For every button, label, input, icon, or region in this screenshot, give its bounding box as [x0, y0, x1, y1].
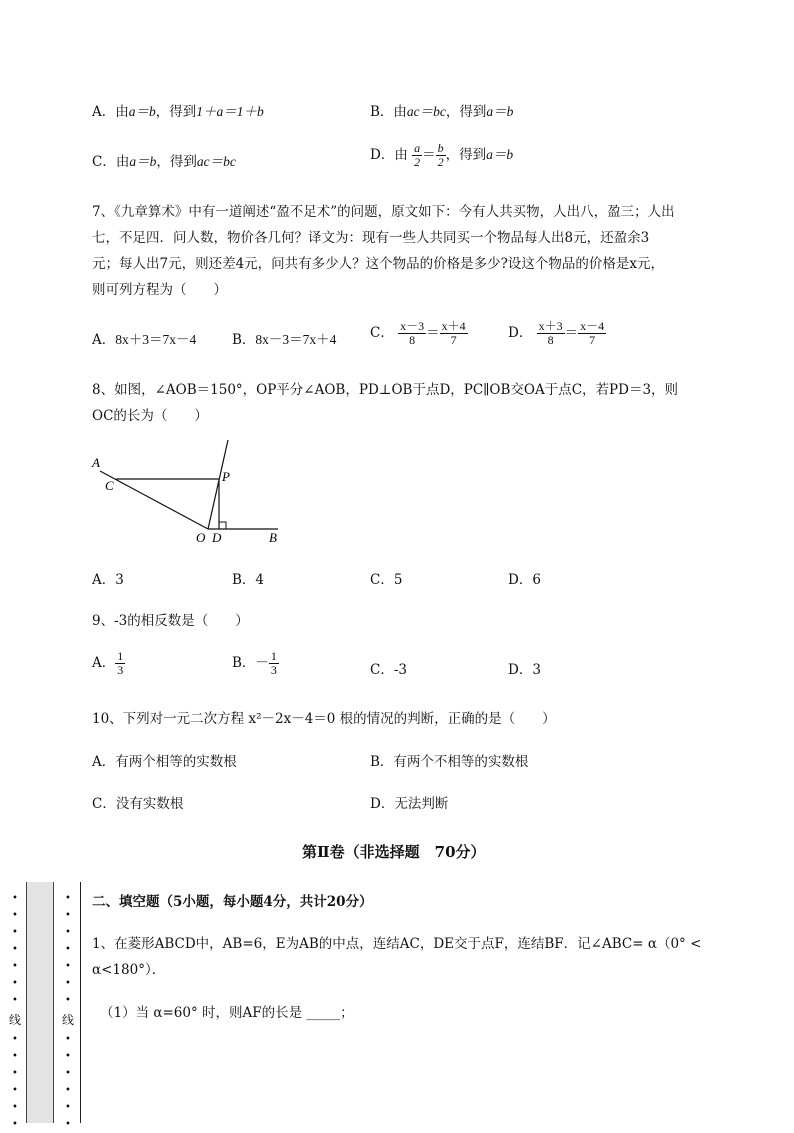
- q8-option-d: D．6: [508, 572, 541, 588]
- fill-q1-line2: α<180°）．: [92, 962, 166, 978]
- fraction: $\frac{1}{3}$: [117, 649, 124, 677]
- dot-column-right: • • • • • • • 线 • • • • • •: [61, 893, 74, 1130]
- label-c: C: [105, 478, 114, 493]
- q10-option-c: C．没有实数根: [92, 796, 184, 812]
- ray-op: [208, 440, 228, 529]
- margin-line: [80, 882, 81, 1123]
- fill-q1-line1: 1、在菱形ABCD中，AB=6，E为AB的中点，连结AC，DE交于点F，连结BF．记∠ABC= α（0° <: [92, 936, 702, 952]
- fraction: $\frac{x+4}{7}$: [441, 319, 466, 347]
- fraction: $\frac{x-3}{8}$: [400, 319, 425, 347]
- fraction: $\frac{a}{2}$: [414, 141, 421, 169]
- q10-option-b: B．有两个不相等的实数根: [370, 754, 529, 770]
- label-d: D: [212, 530, 222, 545]
- label-p: P: [222, 469, 230, 484]
- section-heading: 二、填空题（5小题，每小题4分，共计20分）: [92, 894, 373, 910]
- q7-stem-line1: 7、《九章算术》中有一道阐述“盈不足术”的问题，原文如下：今有人共买物，人出八，盈三；人出: [92, 204, 675, 220]
- q10-option-a: A．有两个相等的实数根: [92, 754, 237, 770]
- label-a: A: [92, 455, 100, 470]
- q10-option-d: D．无法判断: [370, 796, 449, 812]
- q7-stem-line2: 七，不足四．问人数，物价各几何？译文为：现有一些人共同买一个物品每人出8元，还盈余3: [92, 230, 650, 246]
- q6-option-b: B．由ac＝bc，得到a＝b: [370, 104, 514, 120]
- q8-option-c: C．5: [370, 572, 403, 588]
- label-o: O: [196, 530, 206, 545]
- right-angle-mark: [219, 522, 226, 529]
- q9-option-d: D．3: [508, 662, 541, 678]
- part2-title: 第Ⅱ卷（非选择题 70分）: [302, 843, 486, 861]
- q9-stem: 9、-3的相反数是（ ）: [92, 613, 249, 629]
- dot-column-left: • • • • • • • 线 • • • • • •: [8, 893, 21, 1130]
- fraction: $\frac{1}{3}$: [270, 649, 277, 677]
- ray-oa: [100, 471, 208, 529]
- q7-stem-line3: 元；每人出7元，则还差4元，问共有多少人？这个物品的价格是多少?设这个物品的价格是x元，: [92, 256, 665, 272]
- fraction: $\frac{x-4}{7}$: [580, 319, 605, 347]
- q8-option-b: B．4: [232, 572, 265, 588]
- binding-margin: [8, 882, 86, 1130]
- q8-option-a: A．3: [92, 572, 124, 588]
- margin-label-right: 线: [61, 1013, 74, 1027]
- fill-q1-sub1: （1）当 α=60° 时，则AF的长是 _____；: [100, 1005, 354, 1021]
- q8-geometry-figure: [88, 436, 288, 548]
- q10-stem: 10、下列对一元二次方程 x²－2x－4＝0 根的情况的判断，正确的是（ ）: [92, 711, 556, 727]
- q8-stem-line1: 8、如图，∠AOB＝150°，OP平分∠AOB，PD⊥OB于点D，PC∥OB交OA于点C，若PD＝3，则: [92, 382, 679, 398]
- q7-option-b: B．8x－3＝7x＋4: [232, 332, 337, 348]
- q8-stem-line2: OC的长为（ ）: [92, 408, 208, 424]
- label-b: B: [269, 530, 277, 545]
- q6-option-a: A．由a＝b，得到1＋a＝1＋b: [92, 104, 264, 120]
- fraction: $\frac{x+3}{8}$: [538, 319, 563, 347]
- q7-option-a: A．8x＋3＝7x－4: [92, 332, 197, 348]
- q7-option-c: C． $\frac{x-3}{8}$ ＝ $\frac{x+4}{7}$: [370, 319, 466, 347]
- fraction: $\frac{b}{2}$: [437, 141, 444, 169]
- q6-option-c: C．由a＝b，得到ac＝bc: [92, 154, 236, 170]
- q6-option-d: D．由 $\frac{a}{2}$ ＝ $\frac{b}{2}$ ，得到a＝b: [370, 141, 514, 169]
- q9-option-b: B．－ $\frac{1}{3}$: [232, 649, 277, 677]
- q9-option-a: A． $\frac{1}{3}$: [92, 649, 124, 677]
- margin-label-left: 线: [8, 1013, 21, 1027]
- margin-strip: [26, 882, 54, 1123]
- q7-option-d: D． $\frac{x+3}{8}$ ＝ $\frac{x-4}{7}$: [508, 319, 605, 347]
- q9-option-c: C．-3: [370, 662, 407, 678]
- q7-stem-line4: 则可列方程为（ ）: [92, 282, 227, 298]
